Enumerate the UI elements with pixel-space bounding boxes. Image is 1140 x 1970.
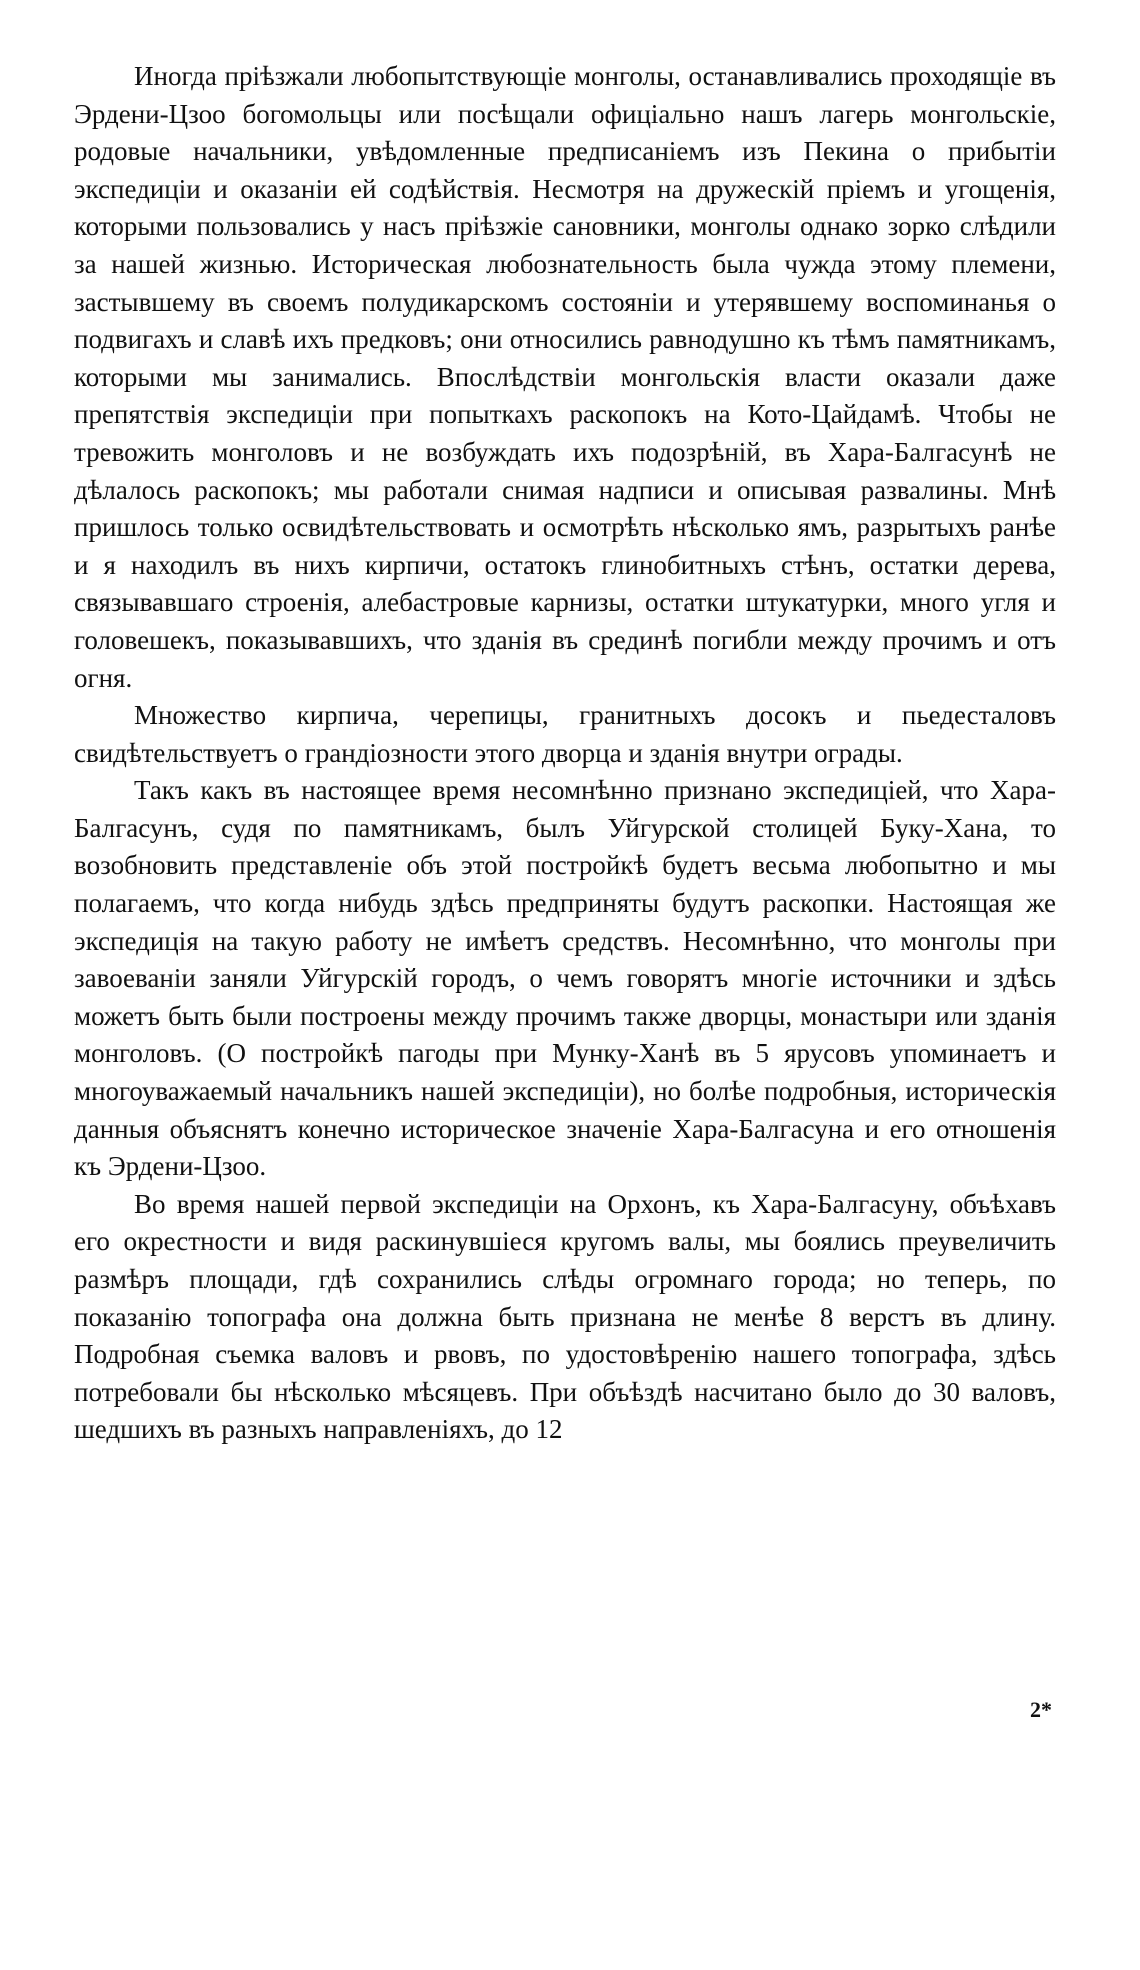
- body-text: [74, 58, 1056, 1449]
- paragraph-2: Множество кирпича, черепицы, гранитныхъ досокъ и пьедесталовъ свидѣтельствуетъ о грандiозности этого дворца и зданiя внутри ограды.: [74, 700, 1056, 768]
- paragraph-4: Во время нашей первой экспедицiи на Орхонъ, къ Хара-Балгасуну, объѣхавъ его окрестности и видя раскинувшiеся кругомъ валы, мы боялись преувеличить размѣръ площади, гдѣ сохранились слѣды огромнаго города; но теперь, по показанiю топографа она должна быть признана не менѣе 8 верстъ въ длину. Подробная съемка валовъ и рвовъ, по удостовѣренiю нашего топографа, здѣсь потребовали бы нѣсколько мѣсяцевъ. При объѣздѣ насчитано было до 30 валовъ, шедшихъ въ разныхъ направленiяхъ, до 12: [74, 1188, 1056, 1445]
- signature-mark: 2*: [1030, 1697, 1052, 1722]
- paragraph-3: Такъ какъ въ настоящее время несомнѣнно признано экспедицiей, что Хара-Балгасунъ, судя по памятникамъ, былъ Уйгурской столицей Буку-Хана, то возобновить представленiе объ этой постройкѣ будетъ весьма любопытно и мы полагаемъ, что когда нибудь здѣсь предприняты будутъ раскопки. Настоящая же экспедицiя на такую работу не имѣетъ средствъ. Несомнѣнно, что монголы при завоеванiи заняли Уйгурскiй городъ, о чемъ говорятъ многiе источники и здѣсь можетъ быть были построены между прочимъ также дворцы, монастыри или зданiя монголовъ. (О постройкѣ пагоды при Мунку-Ханѣ въ 5 ярусовъ упоминаетъ и многоуважаемый начальникъ нашей экспедицiи), но болѣе подробныя, историческiя данныя объяснятъ конечно историческое значенiе Хара-Балгасуна и его отношенiя къ Эрдени-Цзоо.: [74, 775, 1056, 1182]
- paragraph-1: Иногда прiѣзжали любопытствующiе монголы, останавливались проходящiе въ Эрдени-Цзоо богомольцы или посѣщали офицiально нашъ лагерь монгольскiе, родовые начальники, увѣдомленные предписанiемъ изъ Пекина о прибытiи экспедицiи и оказанiи ей содѣйствiя. Несмотря на дружескiй прiемъ и угощенiя, которыми пользовались у насъ прiѣзжiе сановники, монголы однако зорко слѣдили за нашей жизнью. Историческая любознательность была чужда этому племени, застывшему въ своемъ полудикарскомъ состоянiи и утерявшему воспоминанья о подвигахъ и славѣ ихъ предковъ; они относились равнодушно къ тѣмъ памятникамъ, которыми мы занимались. Впослѣдствiи монгольскiя власти оказали даже препятствiя экспедицiи при попыткахъ раскопокъ на Кото-Цайдамѣ. Чтобы не тревожить монголовъ и не возбуждать ихъ подозрѣнiй, въ Хара-Балгасунѣ не дѣлалось раскопокъ; мы работали снимая надписи и описывая развалины. Мнѣ пришлось только освидѣтельствовать и осмотрѣть нѣсколько ямъ, разрытыхъ ранѣе и я находилъ въ нихъ кирпичи, остатокъ глинобитныхъ стѣнъ, остатки дерева, связывавшаго строенiя, алебастровые карнизы, остатки штукатурки, много угля и головешекъ, показывавшихъ, что зданiя въ срединѣ погибли между прочимъ и отъ огня.: [74, 61, 1056, 693]
